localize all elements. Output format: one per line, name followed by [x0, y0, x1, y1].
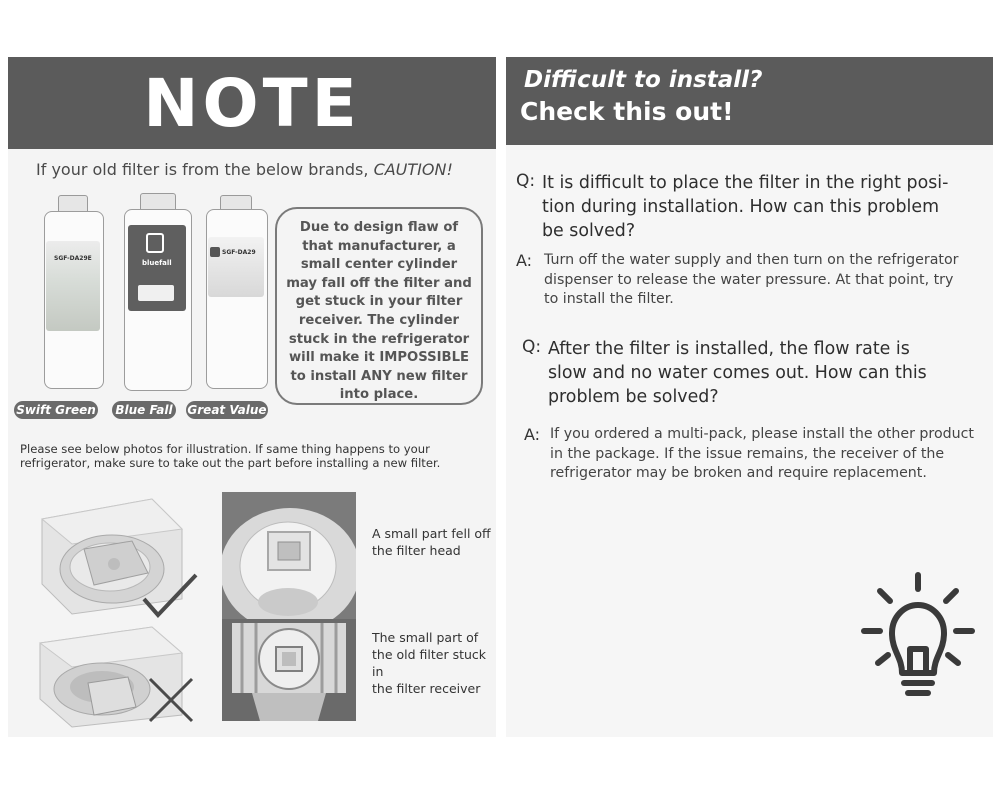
question-line: be solved?: [542, 221, 636, 241]
question-1: [516, 171, 976, 245]
brand-badge-swift-green: Swift Green: [14, 401, 98, 419]
warning-line: that manufacturer, a: [302, 238, 456, 254]
caption-part-stuck: [372, 629, 496, 697]
filter-swift-green: [38, 193, 110, 393]
note-banner: [8, 57, 496, 149]
warning-line: get stuck in your filter: [295, 294, 463, 310]
illustration-line: refrigerator, make sure to take out the part before installing a new filter.: [20, 456, 441, 470]
warning-line: stuck in the refrigerator: [288, 331, 470, 347]
caption-line: the filter receiver: [372, 681, 481, 696]
troubleshooting-banner: [506, 57, 993, 145]
note-title: NOTE: [143, 64, 361, 142]
bluefall-logo-icon: [146, 233, 164, 253]
answer-2: [516, 423, 976, 485]
note-page: [8, 57, 496, 737]
banner-title-line1: Difficult to install?: [524, 67, 763, 93]
answer-line: in the package. If the issue remains, the receiver of the: [550, 445, 945, 462]
banner-title-line2: Check this out!: [520, 97, 734, 126]
photo-filter-head-wrong: [32, 623, 200, 731]
caption-line: the filter head: [372, 543, 461, 558]
photo-filter-head-correct: [32, 489, 200, 619]
photo-part-stuck-in-receiver: [222, 619, 356, 721]
photo-small-part-fell-off: [222, 492, 356, 628]
question-mark-label: Q:: [516, 171, 536, 191]
answer-mark-label: A:: [524, 425, 541, 444]
answer-line: to install the filter.: [544, 291, 674, 307]
question-mark-label: Q:: [522, 337, 542, 357]
answer-text: [544, 251, 974, 310]
caption-line: the old filter stuck in: [372, 647, 487, 679]
filter3-label: SGF-DA29: [222, 249, 256, 256]
question-line: It is difficult to place the filter in the right posi-: [542, 173, 949, 193]
filter-great-value: [202, 193, 272, 393]
cross-icon: [144, 673, 198, 727]
troubleshooting-page: [506, 57, 993, 737]
warning-line: Due to design flaw of: [299, 220, 459, 235]
lightbulb-icon: [858, 569, 978, 705]
filter1-label: SGF-DA29E: [54, 255, 92, 262]
answer-line: refrigerator may be broken and require replacement.: [550, 465, 927, 481]
question-line: tion during installation. How can this problem: [542, 197, 940, 217]
brand-badge-great-value: Great Value: [187, 403, 267, 417]
illustration-line: Please see below photos for illustration. If same thing happens to your: [20, 442, 430, 456]
caption-line: The small part of: [372, 630, 479, 645]
filter2-label: bluefall: [142, 259, 172, 267]
warning-line: into place.: [339, 387, 419, 403]
question-2: [516, 337, 976, 411]
warning-line: small center cylinder: [300, 257, 458, 273]
caution-emphasis: CAUTION!: [373, 160, 453, 179]
question-line: slow and no water comes out. How can this: [548, 363, 927, 383]
question-text: [548, 337, 978, 409]
illustration-note: [20, 442, 486, 470]
design-flaw-warning: [275, 207, 483, 405]
caption-part-fell-off: [372, 525, 491, 559]
answer-text: [550, 425, 980, 484]
answer-line: Turn off the water supply and then turn on the refrigerator: [544, 252, 959, 268]
question-line: After the filter is installed, the flow rate is: [548, 339, 910, 359]
filter-blue-fall: [120, 193, 196, 393]
warning-line: may fall off the filter and: [286, 275, 472, 291]
caution-heading: [36, 160, 476, 179]
warning-line: will make it IMPOSSIBLE: [288, 350, 470, 366]
answer-mark-label: A:: [516, 251, 533, 270]
question-line: problem be solved?: [548, 387, 719, 407]
answer-line: dispenser to release the water pressure. At that point, try: [544, 271, 954, 288]
answer-1: [516, 249, 976, 311]
warning-line: receiver. The cylinder: [298, 312, 460, 328]
caption-line: A small part fell off: [372, 526, 491, 541]
caution-text: If your old filter is from the below brands,: [36, 160, 374, 179]
answer-line: If you ordered a multi-pack, please install the other product: [550, 426, 974, 442]
warning-line: to install ANY new filter: [290, 368, 468, 384]
checkmark-icon: [140, 569, 200, 619]
brand-badge-blue-fall: Blue Fall: [112, 401, 176, 419]
question-text: [542, 171, 972, 243]
